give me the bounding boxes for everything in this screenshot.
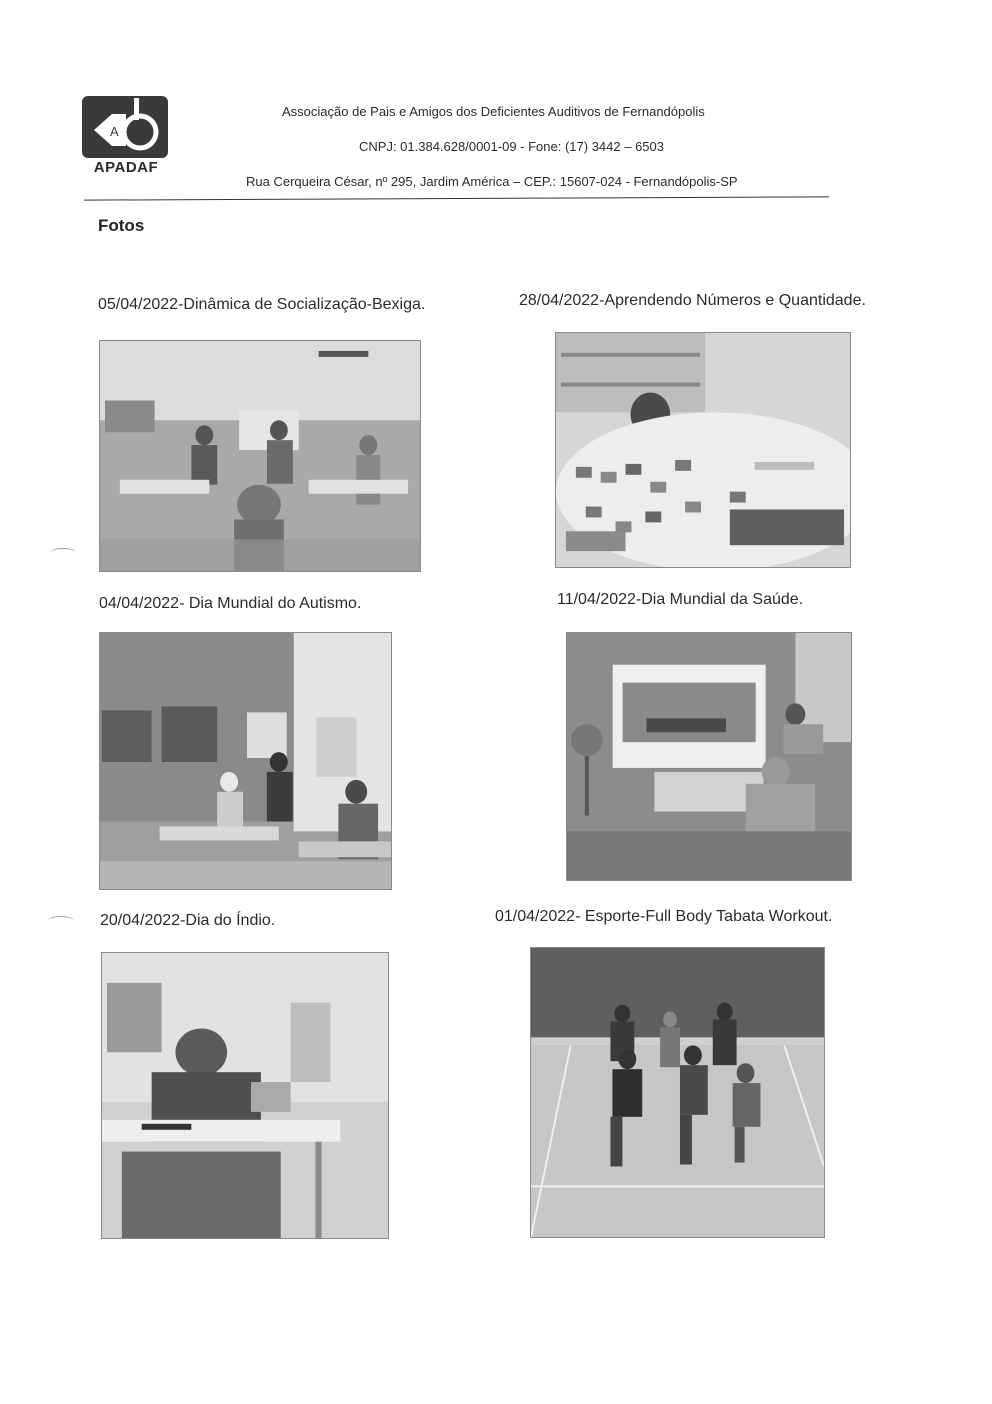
photo-caption-3: 04/04/2022- Dia Mundial do Autismo. xyxy=(99,595,362,612)
sports-court-photo-icon xyxy=(531,948,824,1237)
photo-esporte xyxy=(530,947,825,1238)
projector-photo-icon xyxy=(567,633,851,880)
org-name: Associação de Pais e Amigos dos Deficientes Auditivos de Fernandópolis xyxy=(282,104,705,119)
classroom-photo-icon xyxy=(100,633,391,889)
table-cards-photo-icon xyxy=(556,333,850,567)
apadaf-logo xyxy=(82,96,170,180)
logo-text: APADAF xyxy=(93,159,159,176)
section-title: Fotos xyxy=(98,216,145,235)
photo-autismo xyxy=(99,632,392,890)
svg-text:A: A xyxy=(110,124,119,139)
scan-mark xyxy=(48,916,74,925)
photo-saude xyxy=(566,632,852,881)
photo-indio xyxy=(101,952,389,1239)
photo-caption-5: 20/04/2022-Dia do Índio. xyxy=(100,912,276,929)
header-divider xyxy=(84,196,829,200)
photo-caption-1: 05/04/2022-Dinâmica de Socialização-Bexiga. xyxy=(98,296,426,313)
drawing-photo-icon xyxy=(102,953,388,1238)
org-address: Rua Cerqueira César, nº 295, Jardim América – CEP.: 15607-024 - Fernandópolis-SP xyxy=(246,174,738,189)
photo-caption-6: 01/04/2022- Esporte-Full Body Tabata Workout. xyxy=(495,908,833,925)
logo-mark-icon xyxy=(82,96,168,158)
photo-caption-2: 28/04/2022-Aprendendo Números e Quantidade. xyxy=(519,292,866,309)
classroom-photo-icon xyxy=(100,341,420,571)
photo-socializacao xyxy=(99,340,421,572)
photo-caption-4: 11/04/2022-Dia Mundial da Saúde. xyxy=(557,591,804,608)
scan-mark xyxy=(50,548,76,557)
photo-numeros xyxy=(555,332,851,568)
org-contact: CNPJ: 01.384.628/0001-09 - Fone: (17) 3442 – 6503 xyxy=(359,139,664,154)
